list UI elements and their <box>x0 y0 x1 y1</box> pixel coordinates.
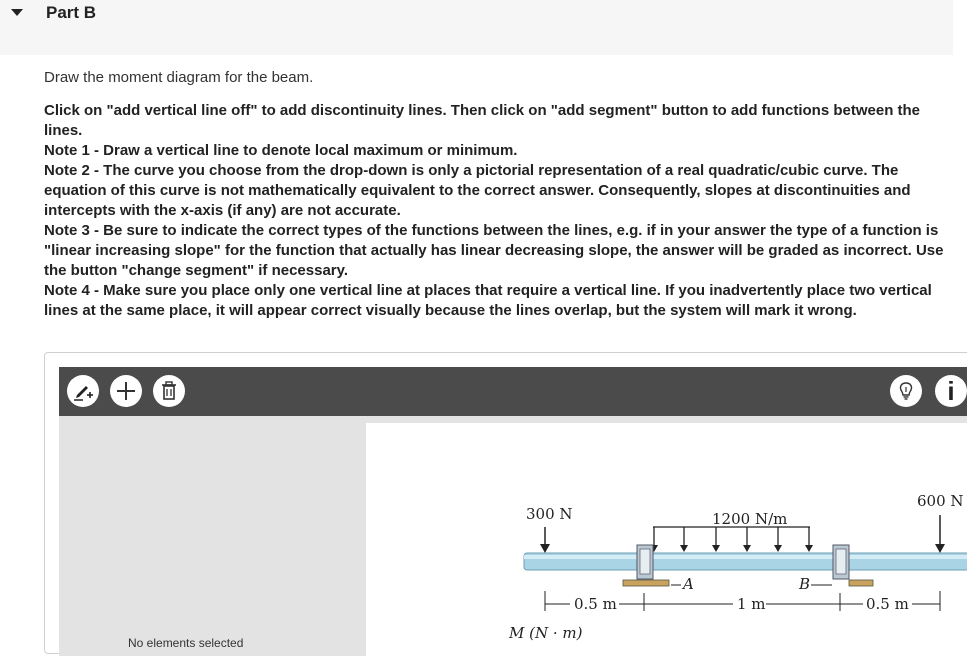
distributed-load-label: 1200 N/m <box>712 510 788 528</box>
part-b-header[interactable] <box>0 0 953 55</box>
beam-diagram <box>366 423 967 663</box>
collapse-caret-icon[interactable] <box>11 9 23 16</box>
trash-icon <box>158 380 180 402</box>
instruction-intro: Click on "add vertical line off" to add discontinuity lines. Then click on "add segment" button to add functions between the lines. <box>44 102 921 139</box>
canvas-status-text: No elements selected <box>128 636 244 650</box>
note-2: Note 2 - The curve you choose from the drop-down is only a pictorial representation of a real quadratic/cubic curve. The equation of this curve is not mathematically equivalent to the correct answer. Consequently, slopes at discontinuities and intercepts with the x-axis (if any) are not accurate. <box>44 162 911 219</box>
load-right-label: 600 N <box>917 492 964 510</box>
dim-left-label: 0.5 m <box>574 595 617 613</box>
part-title: Part B <box>46 3 97 22</box>
dim-middle-label: 1 m <box>737 595 766 613</box>
add-vertical-line-button[interactable] <box>67 375 99 407</box>
load-left-arrow <box>540 527 550 553</box>
info-icon: i <box>947 376 955 406</box>
question-text: Draw the moment diagram for the beam. <box>44 69 314 86</box>
support-b-label: B <box>799 575 811 593</box>
drawing-toolbar <box>59 367 967 416</box>
beam <box>524 553 967 570</box>
support-a-label: A <box>683 575 694 593</box>
lightbulb-icon <box>895 380 917 402</box>
plus-icon <box>115 380 137 402</box>
load-right-arrow <box>935 515 945 553</box>
pen-plus-icon <box>72 380 94 402</box>
distributed-load-arrows <box>650 527 813 552</box>
moment-axis-label: M (N · m) <box>509 624 583 642</box>
delete-button[interactable] <box>153 375 185 407</box>
hint-button[interactable] <box>890 375 922 407</box>
dim-right-label: 0.5 m <box>866 595 909 613</box>
beam-figure-panel <box>366 423 967 663</box>
info-button[interactable] <box>935 375 967 407</box>
note-1: Note 1 - Draw a vertical line to denote local maximum or minimum. <box>44 142 518 159</box>
load-left-label: 300 N <box>526 505 573 523</box>
note-4: Note 4 - Make sure you place only one vertical line at places that require a vertical line. If you inadvertently place two vertical lines at the same place, it will appear correct visually because the lines overlap, but the system will mark it wrong. <box>44 282 932 319</box>
add-segment-button[interactable] <box>110 375 142 407</box>
instructions <box>44 101 956 321</box>
note-3: Note 3 - Be sure to indicate the correct types of the functions between the lines, e.g. if in your answer the type of a function is "linear increasing slope" for the function that actually has linear decreasing slope, the answer will be graded as incorrect. Use the button "change segment" if necessary. <box>44 222 944 279</box>
